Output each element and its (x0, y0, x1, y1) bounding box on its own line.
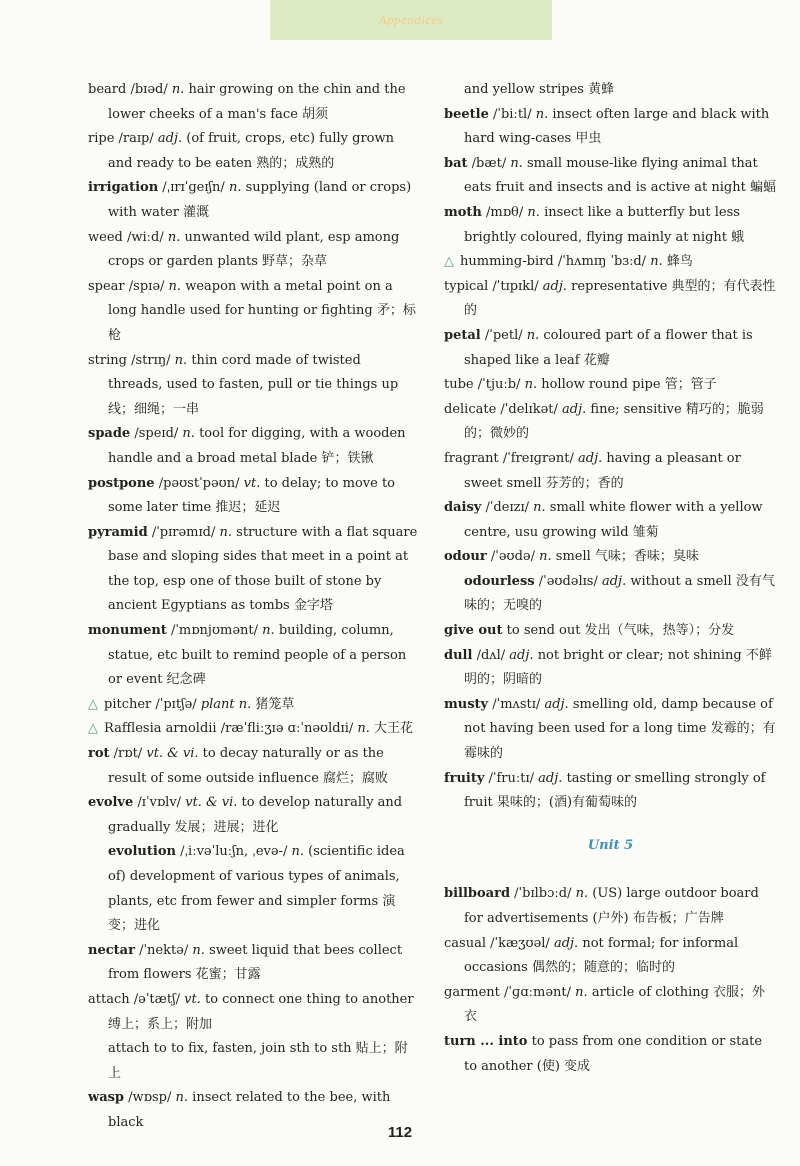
headword: ripe (88, 131, 115, 147)
part-of-speech: n. (575, 886, 589, 902)
definition: without a smell 没有气味的；无嗅的 (464, 573, 775, 614)
headword: attach (88, 991, 130, 1007)
definition: article of clothing 衣服；外衣 (464, 984, 766, 1025)
headword: beard (88, 82, 127, 97)
definition: 大王花 (374, 721, 414, 737)
part-of-speech: n. (539, 549, 552, 565)
part-of-speech: vt. & vi. (146, 746, 199, 762)
part-of-speech: n. (219, 524, 233, 540)
glossary-entry (88, 275, 418, 349)
headword: postpone (88, 475, 155, 491)
headword: bat (444, 155, 468, 171)
headword: beetle (444, 106, 489, 122)
headword: petal (444, 327, 481, 343)
part-of-speech: n. (167, 229, 181, 245)
definition: building, column, statue, etc built to remind people of a person or event 纪念碑 (108, 623, 407, 688)
phonetic: /əˈtætʃ/ (133, 991, 180, 1007)
phonetic: /ɪˈvɒlv/ (137, 795, 182, 811)
headword: string (88, 352, 127, 368)
part-of-speech: n. (168, 278, 182, 294)
glossary-entry (88, 717, 418, 742)
left-column (88, 78, 418, 1136)
phonetic: /speɪd/ (134, 426, 179, 442)
phonetic: /ˈəʊdəlɪs/ (538, 573, 598, 589)
glossary-entry (444, 398, 777, 447)
definition: fine; sensitive 精巧的；脆弱的；微妙的 (464, 401, 764, 442)
part-of-speech: n. (192, 942, 205, 958)
glossary-entry (88, 176, 418, 225)
phonetic: /ˈpɪrəmɪd/ (151, 524, 216, 540)
glossary-entry (444, 201, 777, 250)
headword: odour (444, 549, 487, 565)
phonetic: /ˈmɒnjʊmənt/ (170, 623, 259, 639)
phonetic: /ræˈfliːʒɪə ɑːˈnəʊldɪi/ (220, 721, 354, 737)
definition: supplying (land or crops) with water 灌溉 (108, 180, 412, 220)
phonetic: /ˈnektə/ (139, 942, 189, 958)
definition: to decay naturally or as the result of some outside influence 腐烂；腐败 (108, 746, 389, 786)
part-of-speech: n. (175, 1090, 189, 1106)
unit-heading: Unit 5 (587, 837, 634, 853)
glossary-entry (444, 570, 777, 619)
headword: fruity (444, 770, 485, 786)
definition: weapon with a metal point on a long handle used for hunting or fighting 矛；标枪 (108, 278, 416, 343)
headword: rot (88, 746, 110, 762)
headword: give out (444, 623, 503, 639)
definition: to fix, fasten, join sth to sth 贴上；附上 (108, 1041, 408, 1081)
headword: evolution (108, 844, 176, 860)
definition: representative 典型的；有代表性的 (464, 278, 776, 319)
right-column (444, 78, 777, 1079)
part-of-speech: n. (527, 204, 540, 220)
part-of-speech: adj. (578, 450, 603, 466)
phonetic: /raɪp/ (118, 131, 154, 147)
phonetic: /bɪəd/ (130, 82, 168, 97)
definition: hair growing on the chin and the lower cheeks of a man's face 胡须 (108, 82, 406, 122)
phonetic: /pəʊstˈpəʊn/ (158, 475, 240, 491)
headword: Rafflesia arnoldii (104, 721, 217, 737)
part-of-speech: n. (228, 180, 242, 196)
definition: not bright or clear; not shining 不鲜明的；阴暗的 (464, 647, 772, 688)
definition: smelling old, damp because of not having been used for a long time 发霉的；有霉味的 (464, 696, 776, 762)
part-of-speech: n. (174, 352, 188, 368)
part-of-speech: n. (526, 327, 540, 343)
part-of-speech: n. (524, 377, 538, 393)
part-of-speech: n. (533, 500, 546, 516)
part-of-speech: adj. (538, 770, 563, 786)
part-of-speech: n. (291, 844, 305, 860)
glossary-entry (444, 78, 777, 103)
headword: casual (444, 935, 486, 951)
definition: coloured part of a flower that is shaped like a leaf 花瓣 (464, 327, 753, 368)
phonetic: /ˈpetl/ (484, 327, 523, 343)
phonetic: /ˈtɪpɪkl/ (492, 278, 539, 294)
glossary-entry (444, 447, 777, 496)
part-of-speech: plant n. (200, 696, 252, 712)
definition: (of fruit, crops, etc) fully grown and ready to be eaten 熟的；成熟的 (108, 131, 394, 171)
definition: small mouse-like flying animal that eats fruit and insects and is active at night 蝙蝠 (464, 155, 776, 196)
part-of-speech: adj. (509, 647, 534, 663)
triangle-icon: △ (444, 254, 454, 270)
definition: to delay; to move to some later time 推迟；延迟 (108, 475, 395, 516)
glossary-entry (444, 250, 777, 275)
definition: small white flower with a yellow centre, usu growing wild 雏菊 (464, 500, 763, 540)
headword: spear (88, 278, 125, 294)
definition: having a pleasant or sweet smell 芬芳的；香的 (464, 450, 741, 491)
headword: spade (88, 426, 131, 442)
phonetic: /ˈəʊdə/ (490, 549, 535, 565)
glossary-entry (444, 981, 777, 1030)
definition: to develop naturally and gradually 发展；进展；进化 (108, 795, 403, 835)
headword: odourless (464, 573, 535, 589)
part-of-speech: adj. (544, 696, 569, 712)
header-band (270, 0, 552, 40)
part-of-speech: adj. (562, 401, 587, 417)
glossary-entry (444, 932, 777, 981)
glossary-entry (88, 619, 418, 693)
glossary-entry (88, 472, 418, 521)
phonetic: /wiːd/ (126, 229, 164, 245)
header-title: Appendices (378, 12, 444, 27)
triangle-icon: △ (88, 721, 98, 737)
part-of-speech: n. (182, 426, 195, 442)
definition: insect related to the bee, with black (108, 1090, 391, 1130)
phonetic: /ˈfreɪɡrənt/ (502, 450, 574, 466)
phonetic: /ˈhʌmɪŋ ˈbɜːd/ (557, 254, 647, 270)
glossary-entry (444, 103, 777, 152)
phonetic: /ˈkæʒʊəl/ (490, 935, 550, 951)
glossary-entry (88, 742, 418, 791)
part-of-speech: adj. (157, 131, 183, 147)
headword: monument (88, 623, 167, 639)
glossary-entry (444, 693, 777, 767)
headword: daisy (444, 500, 482, 516)
headword: dull (444, 647, 473, 663)
definition: smell 气味；香味；臭味 (555, 549, 699, 565)
part-of-speech: vt. (184, 991, 201, 1007)
headword: weed (88, 229, 123, 245)
glossary-entry (88, 349, 418, 423)
phonetic: /strɪŋ/ (131, 352, 171, 368)
phonetic: /ˈbiːtl/ (493, 106, 532, 122)
phonetic: /wɒsp/ (128, 1090, 172, 1106)
headword: evolve (88, 795, 134, 811)
part-of-speech: n. (262, 623, 275, 639)
headword: attach to (108, 1041, 167, 1057)
glossary-entry (444, 275, 777, 324)
definition: to send out 发出（气味，热等）；分发 (506, 623, 735, 639)
headword: delicate (444, 401, 497, 417)
headword: moth (444, 204, 482, 220)
glossary-entry (444, 545, 777, 570)
phonetic: /ˈbɪlbɔːd/ (514, 886, 572, 902)
part-of-speech: vt. (243, 475, 261, 491)
definition: sweet liquid that bees collect from flowers 花蜜；甘露 (108, 942, 403, 983)
glossary-entry (88, 78, 418, 127)
phonetic: /ˈfruːtɪ/ (488, 770, 535, 786)
phonetic: /mɒθ/ (486, 204, 524, 220)
phonetic: /ˈɡɑːmənt/ (504, 984, 572, 1000)
definition: tasting or smelling strongly of fruit 果味的；(酒)有葡萄味的 (464, 770, 766, 811)
phonetic: /ˈdeɪzɪ/ (485, 500, 529, 516)
headword: tube (444, 377, 474, 393)
page-number: 112 (387, 1124, 413, 1141)
definition: to pass from one condition or state to another (使) 变成 (464, 1033, 763, 1074)
part-of-speech: adj. (542, 278, 568, 294)
headword: pitcher (104, 696, 152, 712)
definition: thin cord made of twisted threads, used to fasten, pull or tie things up 线；细绳；一串 (108, 352, 399, 417)
headword: typical (444, 278, 489, 294)
headword: fragrant (444, 450, 499, 466)
glossary-entry (88, 939, 418, 988)
headword: wasp (88, 1090, 125, 1106)
glossary-entry (88, 791, 418, 840)
part-of-speech: vt. & vi. (185, 795, 238, 811)
definition: insect often large and black with hard wing-cases 甲虫 (464, 106, 770, 147)
definition: to connect one thing to another 缚上；系上；附加 (108, 991, 414, 1032)
glossary-entry (88, 693, 418, 718)
definition: insect like a butterfly but less brightly coloured, flying mainly at night 蛾 (464, 204, 745, 245)
part-of-speech: adj. (601, 573, 627, 589)
glossary-entry (444, 1030, 777, 1079)
definition: 猪笼草 (255, 696, 295, 712)
part-of-speech: n. (535, 106, 549, 122)
glossary-entry (444, 496, 777, 545)
glossary-entry (88, 988, 418, 1037)
glossary-entry (444, 767, 777, 816)
headword: billboard (444, 886, 511, 902)
glossary-entry (444, 324, 777, 373)
definition: and yellow stripes 黄蜂 (464, 82, 615, 97)
phonetic: /ˈdelɪkət/ (500, 401, 558, 417)
phonetic: /spɪə/ (128, 278, 165, 294)
part-of-speech: n. (575, 984, 588, 1000)
glossary-entry (444, 152, 777, 201)
glossary-entry (444, 882, 777, 931)
part-of-speech: n. (171, 82, 185, 97)
phonetic: /ˌiːvəˈluːʃn, ˌevə-/ (180, 844, 288, 860)
phonetic: /rɒt/ (113, 746, 143, 762)
phonetic: /ˈmʌstɪ/ (492, 696, 541, 712)
part-of-speech: adj. (553, 935, 579, 951)
headword: pyramid (88, 524, 148, 540)
phonetic: /dʌl/ (476, 647, 506, 663)
headword: garment (444, 984, 500, 1000)
part-of-speech: n. (357, 721, 370, 737)
glossary-entry (88, 127, 418, 176)
headword: nectar (88, 942, 135, 958)
phonetic: /ˈpɪtʃə/ (155, 696, 197, 712)
glossary-entry (88, 1037, 418, 1086)
phonetic: /ˌɪrɪˈɡeɪʃn/ (162, 180, 225, 196)
definition: unwanted wild plant, esp among crops or garden plants 野草；杂草 (108, 229, 400, 270)
part-of-speech: n. (510, 155, 523, 171)
phonetic: /bæt/ (471, 155, 507, 171)
definition: (US) large outdoor board for advertisements (户外) 布告板；广告牌 (464, 886, 759, 926)
part-of-speech: n. (650, 254, 663, 270)
headword: irrigation (88, 180, 159, 196)
definition: not formal; for informal occasions 偶然的；随意的；临时的 (464, 935, 739, 976)
definition: tool for digging, with a wooden handle and a broad metal blade 铲；铁锹 (108, 426, 406, 466)
definition: structure with a flat square base and sloping sides that meet in a point at the top, esp one of those built of stone by ancient Egyptians as tombs 金字塔 (108, 524, 418, 614)
glossary-entry (444, 644, 777, 693)
glossary-entry (88, 422, 418, 471)
definition: (scientific idea of) development of various types of animals, plants, etc from fewer and simpler forms 演变；进化 (108, 844, 405, 934)
definition: hollow round pipe 管；管子 (541, 377, 717, 393)
headword: turn ... into (444, 1033, 528, 1049)
headword: humming-bird (460, 254, 554, 270)
glossary-entry (88, 226, 418, 275)
phonetic: /ˈtjuːb/ (477, 377, 521, 393)
triangle-icon: △ (88, 696, 98, 712)
glossary-entry (88, 840, 418, 938)
definition: 蜂鸟 (666, 254, 693, 270)
glossary-entry (444, 619, 777, 644)
headword: musty (444, 696, 489, 712)
glossary-entry (88, 521, 418, 619)
glossary-entry (444, 373, 777, 398)
